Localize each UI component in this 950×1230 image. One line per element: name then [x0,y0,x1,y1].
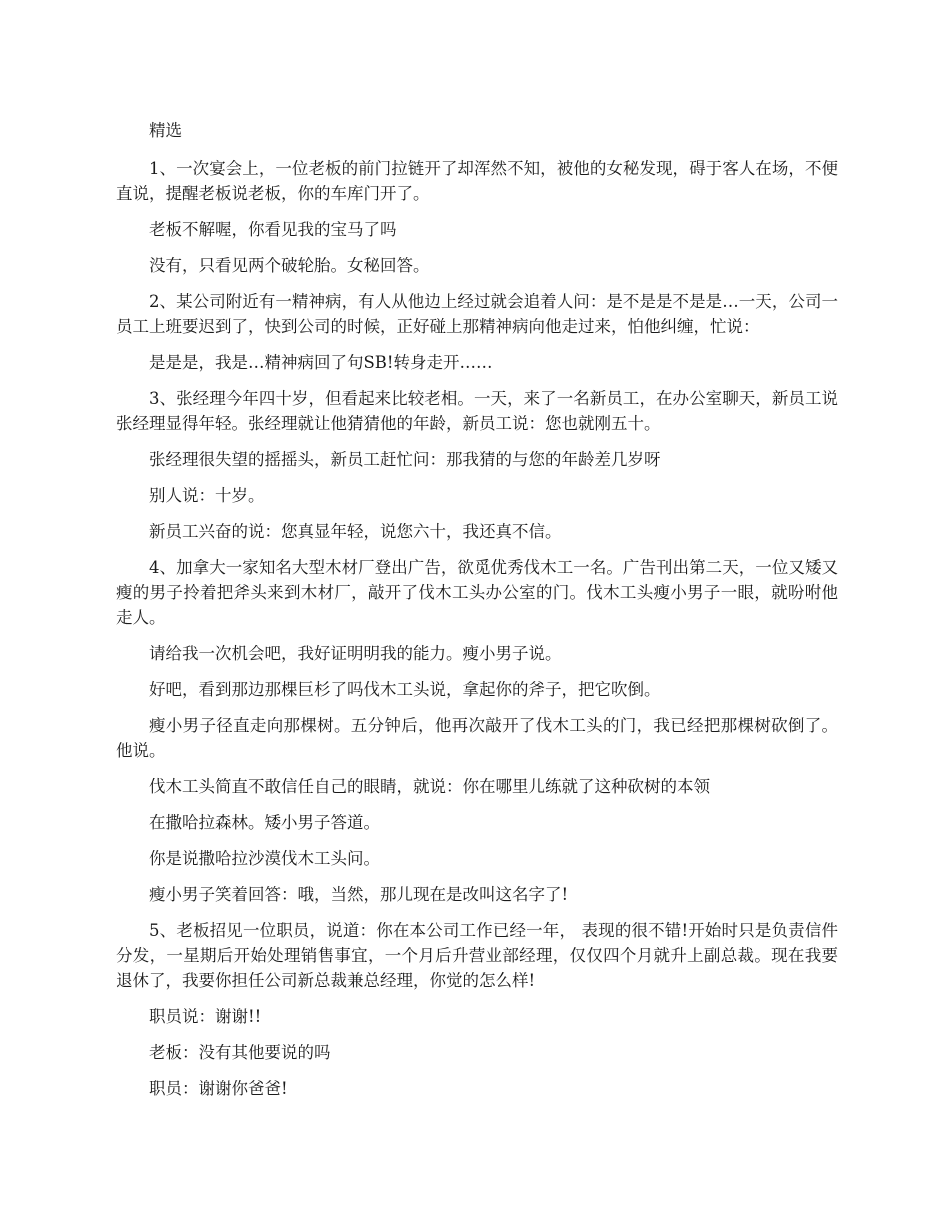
paragraph: 是是是，我是…精神病回了句SB!转身走开…… [149,353,493,372]
paragraph: 张经理很失望的摇摇头，新员工赶忙问：那我猜的与您的年龄差几岁呀 [149,450,661,469]
paragraph: 5、老板招见一位职员，说道：你在本公司工作已经一年， 表现的很不错!开始时只是负责信件分发，一星期后开始处理销售事宜，一个月后升营业部经理，仅仅四个月就升上副总裁。现在我要退休了，我要你担任公司新总裁兼总经理，你觉的怎么样! [116,921,838,990]
paragraph: 你是说撒哈拉沙漠伐木工头问。 [149,849,380,868]
paragraph: 伐木工头简直不敢信任自己的眼睛，就说：你在哪里儿练就了这种砍树的本领 [149,777,710,796]
paragraph: 请给我一次机会吧，我好证明明我的能力。瘦小男子说。 [149,644,562,663]
paragraph: 2、某公司附近有一精神病，有人从他边上经过就会追着人问：是不是是不是是…一天，公司一员工上班要迟到了，快到公司的时候，正好碰上那精神病向他走过来，怕他纠缠，忙说： [116,292,838,336]
paragraph: 瘦小男子笑着回答：哦，当然，那儿现在是改叫这名字了! [149,885,569,904]
paragraph: 老板：没有其他要说的吗 [149,1043,331,1062]
paragraph: 没有，只看见两个破轮胎。女秘回答。 [149,256,430,275]
paragraph: 新员工兴奋的说：您真显年轻，说您六十，我还真不信。 [149,522,562,541]
paragraph: 职员说：谢谢!! [149,1007,262,1026]
paragraph: 3、张经理今年四十岁，但看起来比较老相。一天，来了一名新员工，在办公室聊天，新员工说张经理显得年轻。张经理就让他猜猜他的年龄，新员工说：您也就刚五十。 [116,389,838,433]
paragraph: 1、一次宴会上，一位老板的前门拉链开了却浑然不知，被他的女秘发现，碍于客人在场，不便直说，提醒老板说老板，你的车库门开了。 [116,159,838,203]
paragraph: 别人说：十岁。 [149,486,265,505]
paragraph: 在撒哈拉森林。矮小男子答道。 [149,813,380,832]
document-body [116,118,838,1112]
paragraph: 好吧，看到那边那棵巨杉了吗伐木工头说，拿起你的斧子，把它吹倒。 [149,680,661,699]
paragraph: 职员：谢谢你爸爸! [149,1079,288,1098]
paragraph: 老板不解喔，你看见我的宝马了吗 [149,220,397,239]
paragraph: 瘦小男子径直走向那棵树。五分钟后，他再次敲开了伐木工头的门，我已经把那棵树砍倒了。他说。 [116,716,838,760]
document-heading: 精选 [149,121,182,140]
paragraph: 4、加拿大一家知名大型木材厂登出广告，欲觅优秀伐木工一名。广告刊出第二天，一位又矮又瘦的男子拎着把斧头来到木材厂，敲开了伐木工头办公室的门。伐木工头瘦小男子一眼，就吩咐他走人。 [116,558,838,627]
